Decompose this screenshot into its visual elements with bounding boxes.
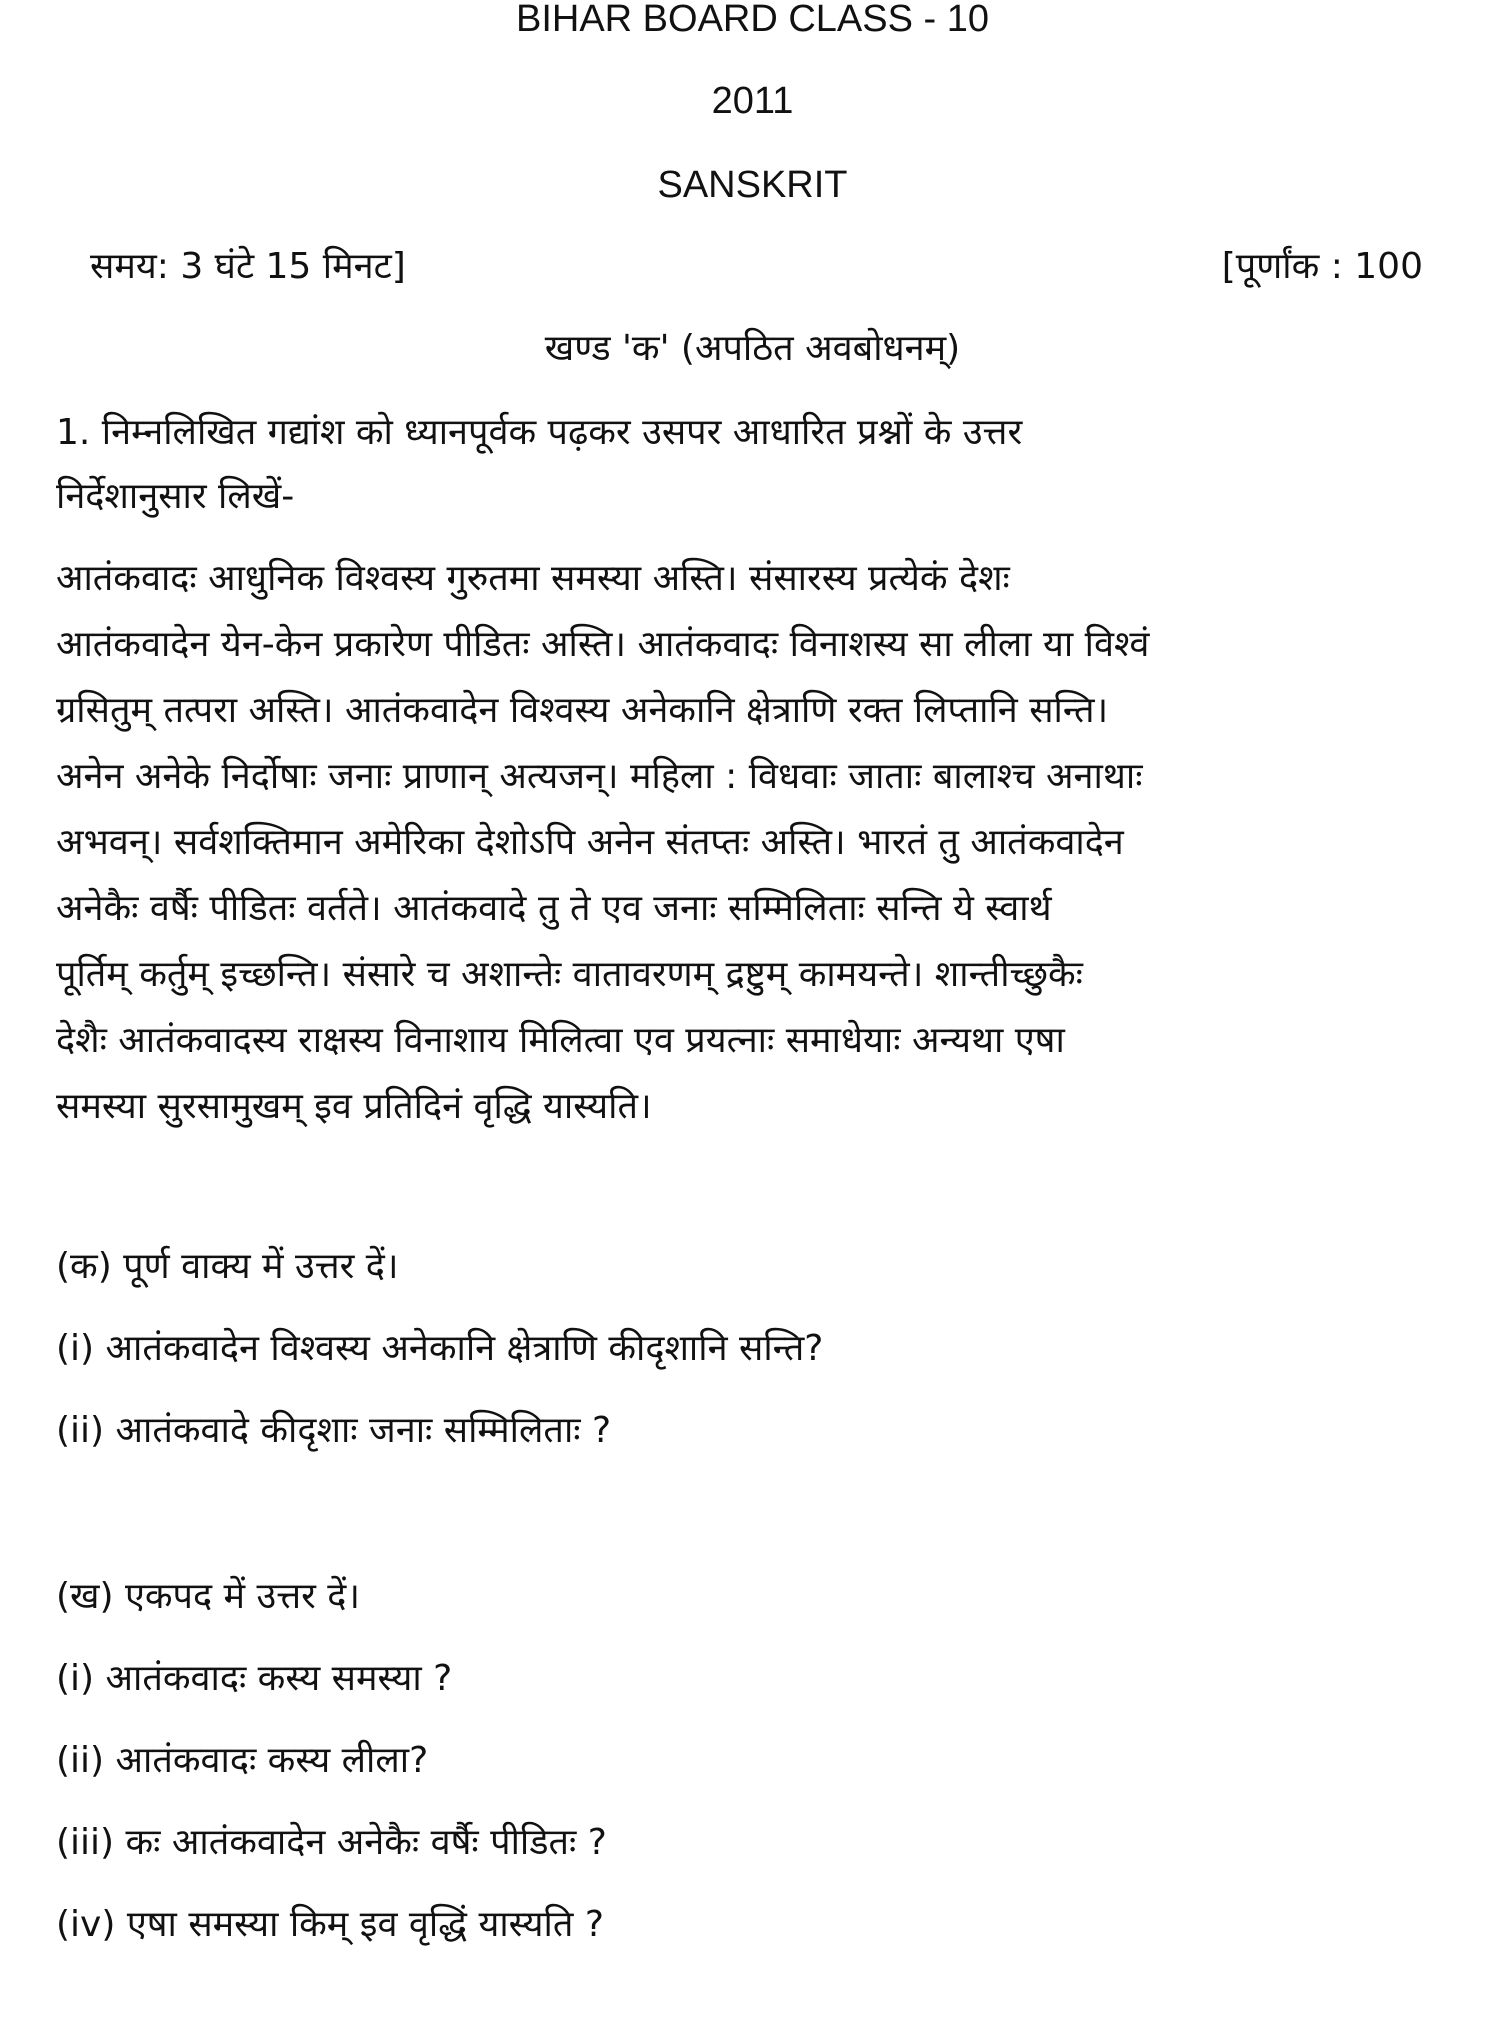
sub-question: (ii) आतंकवादः कस्य लीला? [56, 1740, 429, 1781]
question-instruction: 1. निम्नलिखित गद्यांश को ध्यानपूर्वक पढ़कर उसपर आधारित प्रश्नों के उत्तर [56, 412, 1023, 453]
sub-question: (iv) एषा समस्या किम् इव वृद्धिं यास्यति ? [56, 1904, 604, 1945]
exam-year: 2011 [711, 80, 794, 122]
sub-question: (i) आतंकवादेन विश्वस्य अनेकानि क्षेत्राणि कीदृशानि सन्ति? [56, 1328, 824, 1369]
section-title: खण्ड 'क' (अपठित अवबोधनम्) [544, 328, 961, 369]
subject-title: SANSKRIT [657, 164, 848, 206]
time-allowed: समय: 3 घंटे 15 मिनट] [90, 246, 406, 287]
part-ka-heading: (क) पूर्ण वाक्य में उत्तर दें। [56, 1246, 399, 1287]
passage-line: आतंकवादेन येन-केन प्रकारेण पीडितः अस्ति। आतंकवादः विनाशस्य सा लीला या विश्वं [56, 624, 1150, 665]
sub-question: (iii) कः आतंकवादेन अनेकैः वर्षैः पीडितः ? [56, 1822, 607, 1863]
sub-question: (i) आतंकवादः कस्य समस्या ? [56, 1658, 453, 1699]
passage-line: पूर्तिम् कर्तुम् इच्छन्ति। संसारे च अशान्तेः वातावरणम् द्रष्टुम् कामयन्ते। शान्तीच्छुकैः [56, 954, 1083, 995]
part-kha-heading: (ख) एकपद में उत्तर दें। [56, 1576, 361, 1617]
passage-line: अनेकैः वर्षैः पीडितः वर्तते। आतंकवादे तु ते एव जनाः सम्मिलिताः सन्ति ये स्वार्थ [56, 888, 1052, 929]
sub-question: (ii) आतंकवादे कीदृशाः जनाः सम्मिलिताः ? [56, 1410, 612, 1451]
passage-line: अनेन अनेके निर्दोषाः जनाः प्राणान् अत्यजन्। महिला : विधवाः जाताः बालाश्च अनाथाः [56, 756, 1143, 797]
board-title: BIHAR BOARD CLASS - 10 [515, 0, 990, 40]
full-marks: [पूर्णांक : 100 [1221, 246, 1423, 287]
passage-line: देशैः आतंकवादस्य राक्षस्य विनाशाय मिलित्वा एव प्रयत्नाः समाधेयाः अन्यथा एषा [56, 1020, 1065, 1061]
passage-line: समस्या सुरसामुखम् इव प्रतिदिनं वृद्धि यास्यति। [56, 1086, 652, 1127]
passage-line: आतंकवादः आधुनिक विश्वस्य गुरुतमा समस्या अस्ति। संसारस्य प्रत्येकं देशः [56, 558, 1010, 599]
passage-line: ग्रसितुम् तत्परा अस्ति। आतंकवादेन विश्वस्य अनेकानि क्षेत्राणि रक्त लिप्तानि सन्ति। [56, 690, 1109, 731]
passage-line: अभवन्। सर्वशक्तिमान अमेरिका देशोऽपि अनेन संतप्तः अस्ति। भारतं तु आतंकवादेन [56, 822, 1124, 863]
question-instruction: निर्देशानुसार लिखें- [56, 476, 295, 517]
